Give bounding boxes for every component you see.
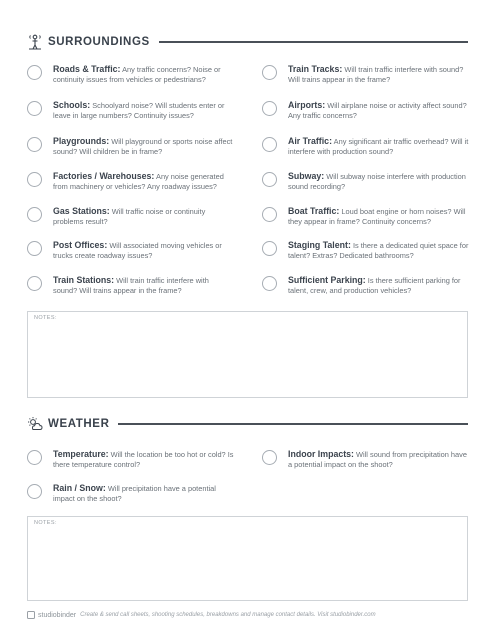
item-description: Will the location be too hot or cold? Is there temperature control? xyxy=(53,450,234,470)
item-description: Will playground or sports noise affect sound? Will children be in frame? xyxy=(53,137,233,157)
item-label: Roads & Traffic: xyxy=(53,64,121,74)
checkbox-circle[interactable] xyxy=(262,276,277,291)
checkbox-circle[interactable] xyxy=(27,450,42,465)
checklist-item-factories-warehouses xyxy=(27,171,235,193)
checkbox-circle[interactable] xyxy=(27,207,42,222)
person-sound-icon xyxy=(27,34,43,50)
item-description: Is there a dedicated quiet space for talent? Extras? Dedicated bathrooms? xyxy=(288,241,469,261)
checklist-item-train-tracks xyxy=(262,64,470,86)
item-label: Airports: xyxy=(288,100,326,110)
checklist-item-train-stations xyxy=(27,275,235,297)
item-label: Playgrounds: xyxy=(53,136,110,146)
item-label: Staging Talent: xyxy=(288,240,351,250)
checklist-item-sufficient-parking xyxy=(262,275,470,297)
item-label: Schools: xyxy=(53,100,91,110)
item-description: Any significant air traffic overhead? Will it interfere with production sound? xyxy=(288,137,469,157)
item-label: Indoor Impacts: xyxy=(288,449,354,459)
checklist-item-schools xyxy=(27,100,235,122)
item-description: Will sound from precipitation have a potential impact on the shoot? xyxy=(288,450,467,470)
checkbox-circle[interactable] xyxy=(27,484,42,499)
footer-tagline: Create & send call sheets, shooting schedules, breakdowns and manage contact details. Visit studiobinder.com xyxy=(80,612,376,618)
item-description: Any noise generated from machinery or vehicles? Any roadway issues? xyxy=(53,172,224,192)
checklist-item-temperature xyxy=(27,449,235,471)
studiobinder-logo-icon xyxy=(27,611,35,619)
checklist-item-air-traffic xyxy=(262,136,470,158)
item-description: Any traffic concerns? Noise or continuity issues from vehicles or pedestrians? xyxy=(53,65,221,85)
surroundings-title: SURROUNDINGS xyxy=(48,36,150,48)
checklist-item-subway xyxy=(262,171,470,193)
item-label: Air Traffic: xyxy=(288,136,332,146)
checklist-item-post-offices xyxy=(27,240,235,262)
checklist-item-indoor-impacts xyxy=(262,449,470,471)
weather-header xyxy=(27,416,468,432)
item-description: Will train traffic interfere with sound? Will trains appear in the frame? xyxy=(288,65,464,85)
checklist-item-playgrounds xyxy=(27,136,235,158)
footer-brand: studiobinder xyxy=(38,611,77,619)
checkbox-circle[interactable] xyxy=(27,65,42,80)
checkbox-circle[interactable] xyxy=(27,172,42,187)
checkbox-circle[interactable] xyxy=(262,101,277,116)
item-label: Train Stations: xyxy=(53,275,115,285)
checklist-item-boat-traffic xyxy=(262,206,470,228)
item-label: Train Tracks: xyxy=(288,64,343,74)
surroundings-notes-box[interactable] xyxy=(27,311,468,398)
item-description: Schoolyard noise? Will students enter or leave in large numbers? Continuity issues? xyxy=(53,101,225,121)
surroundings-divider xyxy=(159,41,468,43)
item-description: Will associated moving vehicles or trucks create roadway issues? xyxy=(53,241,222,261)
item-label: Gas Stations: xyxy=(53,206,110,216)
item-description: Will traffic noise or continuity problems result? xyxy=(53,207,206,227)
notes-label: NOTES: xyxy=(34,520,57,526)
checkbox-circle[interactable] xyxy=(262,450,277,465)
surroundings-header xyxy=(27,34,468,50)
notes-label: NOTES: xyxy=(34,315,57,321)
item-label: Subway: xyxy=(288,171,325,181)
weather-notes-box[interactable] xyxy=(27,516,468,601)
sun-cloud-icon xyxy=(27,416,43,432)
item-description: Loud boat engine or horn noises? Will they appear in frame? Continuity concerns? xyxy=(288,207,466,227)
checkbox-circle[interactable] xyxy=(262,137,277,152)
item-description: Will precipitation have a potential impact on the shoot? xyxy=(53,484,216,504)
item-label: Rain / Snow: xyxy=(53,483,106,493)
checklist-item-airports xyxy=(262,100,470,122)
item-label: Temperature: xyxy=(53,449,109,459)
checkbox-circle[interactable] xyxy=(27,241,42,256)
weather-title: WEATHER xyxy=(48,418,110,430)
checkbox-circle[interactable] xyxy=(27,137,42,152)
checklist-item-gas-stations xyxy=(27,206,235,228)
checkbox-circle[interactable] xyxy=(262,65,277,80)
item-description: Will airplane noise or activity affect sound? Any traffic concerns? xyxy=(288,101,467,121)
item-label: Post Offices: xyxy=(53,240,108,250)
checkbox-circle[interactable] xyxy=(27,101,42,116)
footer xyxy=(27,611,376,619)
checkbox-circle[interactable] xyxy=(262,207,277,222)
weather-divider xyxy=(118,423,468,425)
item-label: Boat Traffic: xyxy=(288,206,340,216)
checkbox-circle[interactable] xyxy=(262,241,277,256)
checklist-item-staging-talent xyxy=(262,240,470,262)
checklist-item-roads-traffic xyxy=(27,64,235,86)
item-description: Will subway noise interfere with production sound recording? xyxy=(288,172,466,192)
item-label: Factories / Warehouses: xyxy=(53,171,155,181)
checklist-item-rain-snow xyxy=(27,483,235,505)
checkbox-circle[interactable] xyxy=(262,172,277,187)
item-description: Is there sufficient parking for talent, crew, and production vehicles? xyxy=(288,276,461,296)
checkbox-circle[interactable] xyxy=(27,276,42,291)
item-label: Sufficient Parking: xyxy=(288,275,366,285)
item-description: Will train traffic interfere with sound? Will trains appear in the frame? xyxy=(53,276,209,296)
